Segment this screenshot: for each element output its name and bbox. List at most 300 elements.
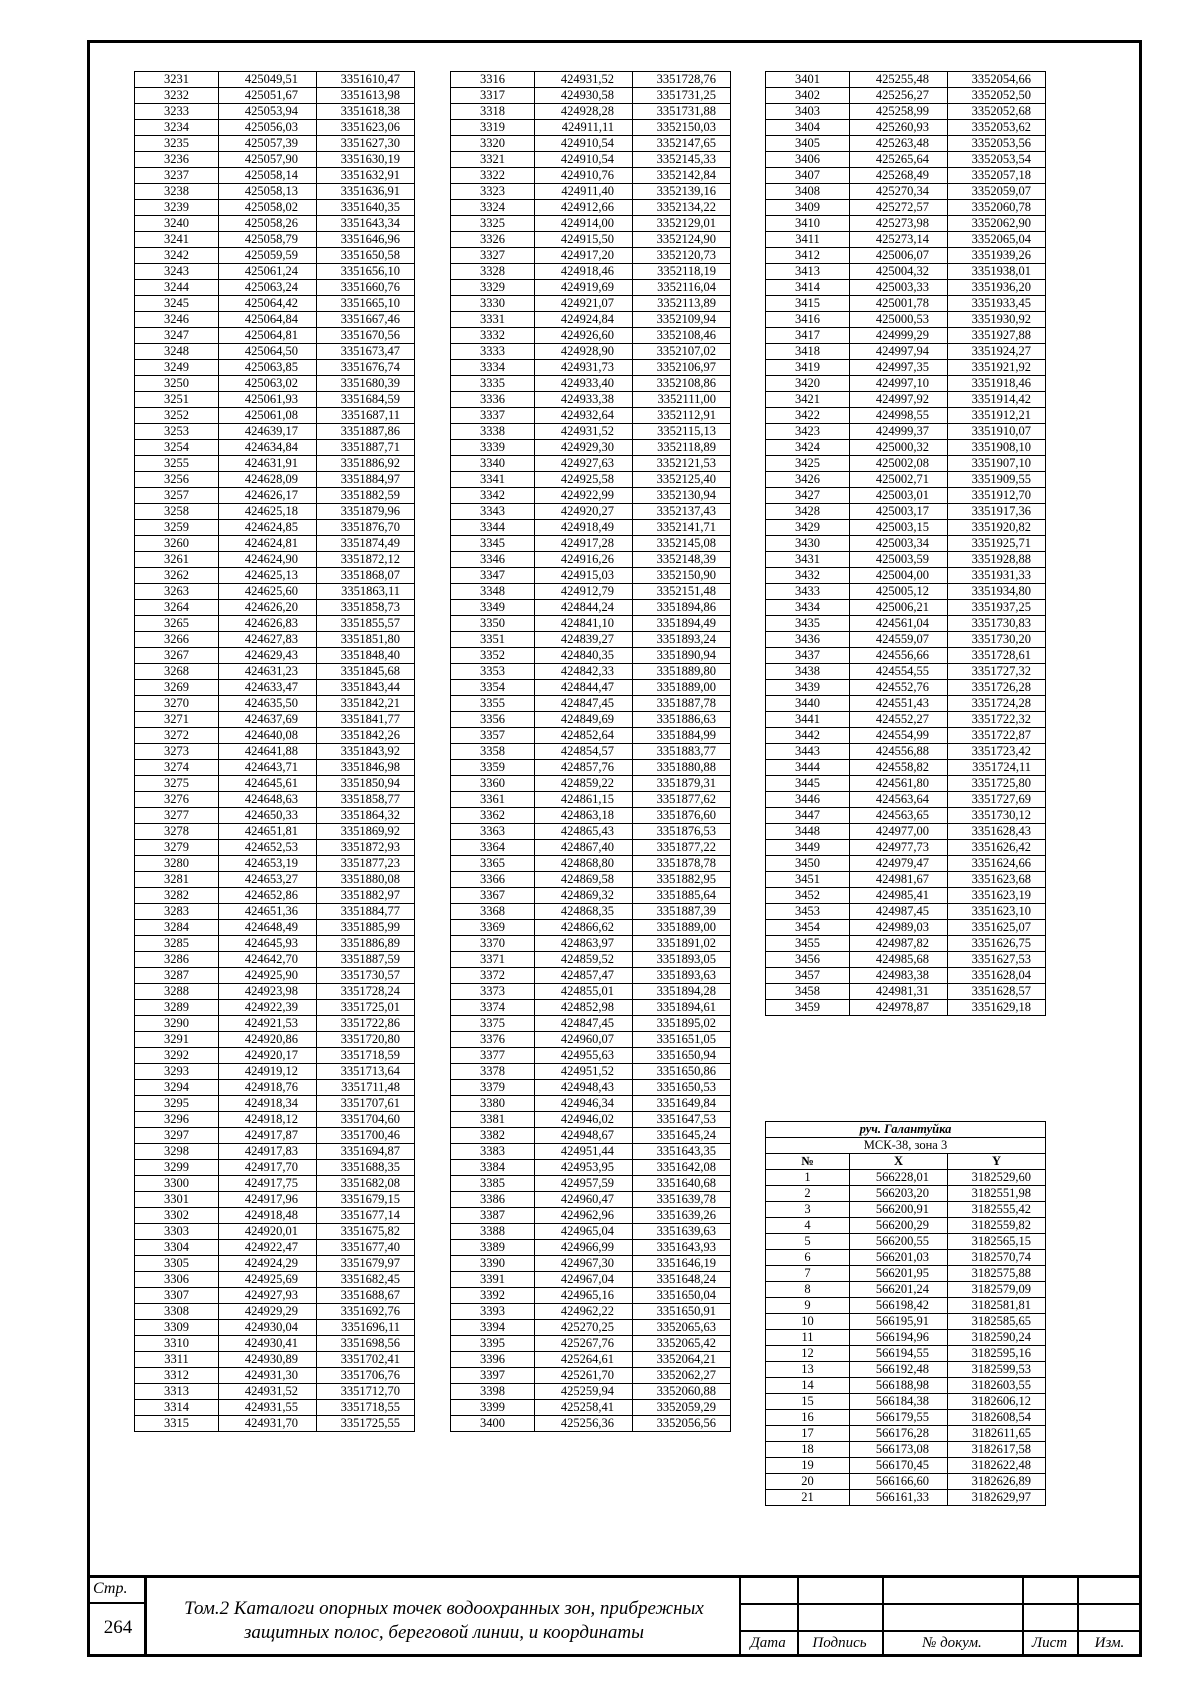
table-row [451, 360, 731, 376]
coord-x: 424925,58 [535, 472, 633, 488]
coord-x: 424997,35 [850, 360, 948, 376]
coord-y: 3351936,20 [948, 280, 1046, 296]
point-number: 6 [766, 1250, 850, 1266]
table-row [766, 1250, 1046, 1266]
table-row [135, 1000, 415, 1016]
coord-x: 424561,04 [850, 616, 948, 632]
coord-x: 424931,30 [219, 1368, 317, 1384]
coord-y: 3352142,84 [633, 168, 731, 184]
table-row [451, 520, 731, 536]
coord-y: 3351886,92 [317, 456, 415, 472]
point-number: 15 [766, 1394, 850, 1410]
table-row [766, 1282, 1046, 1298]
coord-x: 566192,48 [850, 1362, 948, 1378]
coord-y: 3351618,38 [317, 104, 415, 120]
table-row [451, 872, 731, 888]
table-row [451, 1416, 731, 1432]
coord-x: 424653,27 [219, 872, 317, 888]
point-number: 3249 [135, 360, 219, 376]
coord-y: 3182626,89 [948, 1474, 1046, 1490]
coord-y: 3351884,99 [633, 728, 731, 744]
point-number: 3429 [766, 520, 850, 536]
coord-x: 566173,08 [850, 1442, 948, 1458]
point-number: 3338 [451, 424, 535, 440]
coord-y: 3352054,66 [948, 72, 1046, 88]
coord-y: 3352118,19 [633, 264, 731, 280]
point-number: 3433 [766, 584, 850, 600]
coord-y: 3351912,21 [948, 408, 1046, 424]
coord-y: 3352148,39 [633, 552, 731, 568]
point-number: 3333 [451, 344, 535, 360]
coord-y: 3351890,94 [633, 648, 731, 664]
coord-y: 3352062,90 [948, 216, 1046, 232]
coord-x: 566195,91 [850, 1314, 948, 1330]
coord-x: 424917,20 [535, 248, 633, 264]
table-row [766, 1490, 1046, 1506]
point-number: 3234 [135, 120, 219, 136]
point-number: 3418 [766, 344, 850, 360]
coord-x: 424926,60 [535, 328, 633, 344]
coord-x: 424931,52 [535, 72, 633, 88]
coord-x: 425001,78 [850, 296, 948, 312]
point-number: 3247 [135, 328, 219, 344]
table-row [135, 968, 415, 984]
coord-y: 3351650,86 [633, 1064, 731, 1080]
coord-x: 424987,82 [850, 936, 948, 952]
coord-y: 3351613,98 [317, 88, 415, 104]
point-number: 3449 [766, 840, 850, 856]
coord-y: 3182595,16 [948, 1346, 1046, 1362]
point-number: 3320 [451, 136, 535, 152]
table-row [135, 296, 415, 312]
coord-x: 424924,84 [535, 312, 633, 328]
coord-y: 3352062,27 [633, 1368, 731, 1384]
coord-y: 3351646,96 [317, 232, 415, 248]
coord-y: 3352060,88 [633, 1384, 731, 1400]
coord-y: 3351679,15 [317, 1192, 415, 1208]
coord-y: 3351640,35 [317, 200, 415, 216]
coord-y: 3182585,65 [948, 1314, 1046, 1330]
coord-x: 424967,04 [535, 1272, 633, 1288]
table-row [766, 936, 1046, 952]
coord-y: 3351895,02 [633, 1016, 731, 1032]
coord-y: 3351724,11 [948, 760, 1046, 776]
coord-x: 566188,98 [850, 1378, 948, 1394]
point-number: 3347 [451, 568, 535, 584]
coord-x: 424869,32 [535, 888, 633, 904]
coord-y: 3351639,63 [633, 1224, 731, 1240]
table-row [451, 984, 731, 1000]
coord-x: 424951,44 [535, 1144, 633, 1160]
table-row [766, 776, 1046, 792]
table-row [135, 1128, 415, 1144]
point-number: 3337 [451, 408, 535, 424]
table-row [135, 616, 415, 632]
point-number: 3235 [135, 136, 219, 152]
table-row [135, 1416, 415, 1432]
coord-x: 424930,41 [219, 1336, 317, 1352]
point-number: 3374 [451, 1000, 535, 1016]
coord-y: 3351650,04 [633, 1288, 731, 1304]
coord-y: 3351627,30 [317, 136, 415, 152]
table-row [766, 328, 1046, 344]
coord-y: 3351713,64 [317, 1064, 415, 1080]
coord-y: 3351675,82 [317, 1224, 415, 1240]
coord-y: 3351885,64 [633, 888, 731, 904]
coord-y: 3352134,22 [633, 200, 731, 216]
table-row [135, 1352, 415, 1368]
coord-x: 425273,14 [850, 232, 948, 248]
coord-y: 3351889,80 [633, 664, 731, 680]
point-number: 3350 [451, 616, 535, 632]
coord-x: 424639,17 [219, 424, 317, 440]
coord-x: 424912,66 [535, 200, 633, 216]
table-row [766, 600, 1046, 616]
table-row [135, 1208, 415, 1224]
coord-x: 424554,55 [850, 664, 948, 680]
point-number: 3242 [135, 248, 219, 264]
header-y: Y [948, 1154, 1046, 1170]
coord-y: 3182579,09 [948, 1282, 1046, 1298]
point-number: 3426 [766, 472, 850, 488]
coord-x: 424841,10 [535, 616, 633, 632]
table-row [766, 296, 1046, 312]
coord-x: 424861,15 [535, 792, 633, 808]
table-row [135, 1224, 415, 1240]
point-number: 3432 [766, 568, 850, 584]
table-row [766, 1362, 1046, 1378]
point-number: 3269 [135, 680, 219, 696]
coord-y: 3352151,48 [633, 584, 731, 600]
table-row [766, 920, 1046, 936]
point-number: 3392 [451, 1288, 535, 1304]
table-row [766, 696, 1046, 712]
coord-y: 3351858,73 [317, 600, 415, 616]
point-number: 3419 [766, 360, 850, 376]
coord-x: 424946,02 [535, 1112, 633, 1128]
point-number: 3416 [766, 312, 850, 328]
point-number: 3313 [135, 1384, 219, 1400]
table-row [766, 376, 1046, 392]
coord-x: 424967,30 [535, 1256, 633, 1272]
coord-y: 3182617,58 [948, 1442, 1046, 1458]
point-number: 3 [766, 1202, 850, 1218]
coord-x: 424979,47 [850, 856, 948, 872]
table-row [135, 664, 415, 680]
table-row [451, 216, 731, 232]
table-row [451, 1080, 731, 1096]
coord-x: 424910,76 [535, 168, 633, 184]
coord-y: 3351931,33 [948, 568, 1046, 584]
coord-y: 3351882,59 [317, 488, 415, 504]
coord-x: 424551,43 [850, 696, 948, 712]
table-row [766, 808, 1046, 824]
coord-y: 3352125,40 [633, 472, 731, 488]
table-row [135, 1144, 415, 1160]
coord-x: 424840,35 [535, 648, 633, 664]
coord-y: 3182575,88 [948, 1266, 1046, 1282]
point-number: 3256 [135, 472, 219, 488]
header-number: № [766, 1154, 850, 1170]
point-number: 3389 [451, 1240, 535, 1256]
coord-x: 424915,50 [535, 232, 633, 248]
point-number: 3253 [135, 424, 219, 440]
point-number: 3272 [135, 728, 219, 744]
point-number: 3387 [451, 1208, 535, 1224]
coord-y: 3351728,76 [633, 72, 731, 88]
coord-y: 3351629,18 [948, 1000, 1046, 1016]
coord-x: 425256,36 [535, 1416, 633, 1432]
coord-x: 424563,64 [850, 792, 948, 808]
table-row [135, 488, 415, 504]
coord-x: 424917,87 [219, 1128, 317, 1144]
coord-x: 424960,07 [535, 1032, 633, 1048]
point-number: 3365 [451, 856, 535, 872]
table-row [451, 664, 731, 680]
coord-y: 3351912,70 [948, 488, 1046, 504]
point-number: 3301 [135, 1192, 219, 1208]
coord-y: 3351842,26 [317, 728, 415, 744]
table-row [766, 1458, 1046, 1474]
table-row [766, 952, 1046, 968]
coord-x: 424933,40 [535, 376, 633, 392]
coord-x: 424852,64 [535, 728, 633, 744]
coord-y: 3351893,63 [633, 968, 731, 984]
coord-x: 566201,95 [850, 1266, 948, 1282]
coord-y: 3351636,91 [317, 184, 415, 200]
point-number: 3286 [135, 952, 219, 968]
point-number: 3294 [135, 1080, 219, 1096]
point-number: 3241 [135, 232, 219, 248]
point-number: 3302 [135, 1208, 219, 1224]
coord-y: 3351887,86 [317, 424, 415, 440]
table-row [135, 472, 415, 488]
table-row [451, 1160, 731, 1176]
coord-y: 3351930,92 [948, 312, 1046, 328]
point-number: 3327 [451, 248, 535, 264]
table-row [135, 504, 415, 520]
table-row [766, 1394, 1046, 1410]
coord-x: 425002,08 [850, 456, 948, 472]
point-number: 3324 [451, 200, 535, 216]
coord-x: 424847,45 [535, 1016, 633, 1032]
coord-y: 3182581,81 [948, 1298, 1046, 1314]
coord-y: 3351650,94 [633, 1048, 731, 1064]
coord-x: 424948,67 [535, 1128, 633, 1144]
coord-y: 3351642,08 [633, 1160, 731, 1176]
point-number: 3364 [451, 840, 535, 856]
table-row [135, 136, 415, 152]
coord-y: 3351726,28 [948, 680, 1046, 696]
point-number: 3357 [451, 728, 535, 744]
point-number: 3255 [135, 456, 219, 472]
coord-y: 3182551,98 [948, 1186, 1046, 1202]
coord-y: 3351626,75 [948, 936, 1046, 952]
point-number: 3379 [451, 1080, 535, 1096]
point-number: 3240 [135, 216, 219, 232]
point-number: 3231 [135, 72, 219, 88]
table-row [766, 88, 1046, 104]
coord-x: 566166,60 [850, 1474, 948, 1490]
point-number: 3409 [766, 200, 850, 216]
point-number: 3411 [766, 232, 850, 248]
point-number: 3244 [135, 280, 219, 296]
coord-y: 3182603,55 [948, 1378, 1046, 1394]
coord-y: 3351688,35 [317, 1160, 415, 1176]
point-number: 3289 [135, 1000, 219, 1016]
coord-y: 3351869,92 [317, 824, 415, 840]
coord-y: 3352106,97 [633, 360, 731, 376]
coord-y: 3351843,44 [317, 680, 415, 696]
point-number: 3273 [135, 744, 219, 760]
table-row [451, 1096, 731, 1112]
coord-y: 3351700,46 [317, 1128, 415, 1144]
point-number: 3316 [451, 72, 535, 88]
table-row [451, 1368, 731, 1384]
coord-x: 425056,03 [219, 120, 317, 136]
coord-x: 424965,04 [535, 1224, 633, 1240]
coord-y: 3351725,55 [317, 1416, 415, 1432]
coord-y: 3351864,32 [317, 808, 415, 824]
coord-y: 3351851,80 [317, 632, 415, 648]
point-number: 3348 [451, 584, 535, 600]
table-row [451, 1016, 731, 1032]
coord-x: 425049,51 [219, 72, 317, 88]
point-number: 3376 [451, 1032, 535, 1048]
coord-x: 425000,53 [850, 312, 948, 328]
coord-y: 3351696,11 [317, 1320, 415, 1336]
coord-x: 424997,10 [850, 376, 948, 392]
coord-y: 3351680,39 [317, 376, 415, 392]
point-number: 3268 [135, 664, 219, 680]
coord-y: 3351645,24 [633, 1128, 731, 1144]
point-number: 3307 [135, 1288, 219, 1304]
table-row [135, 600, 415, 616]
coord-y: 3351650,58 [317, 248, 415, 264]
coord-x: 424641,88 [219, 744, 317, 760]
coord-x: 424559,07 [850, 632, 948, 648]
table-row [766, 216, 1046, 232]
point-number: 3299 [135, 1160, 219, 1176]
coord-x: 425003,59 [850, 552, 948, 568]
table-row [135, 216, 415, 232]
coord-y: 3351914,42 [948, 392, 1046, 408]
coord-x: 424910,54 [535, 152, 633, 168]
coord-y: 3351934,80 [948, 584, 1046, 600]
table-row [135, 168, 415, 184]
coord-y: 3351891,02 [633, 936, 731, 952]
coord-y: 3352064,21 [633, 1352, 731, 1368]
table-row [451, 904, 731, 920]
point-number: 11 [766, 1330, 850, 1346]
coord-x: 424997,92 [850, 392, 948, 408]
coord-x: 424929,29 [219, 1304, 317, 1320]
coord-x: 424637,69 [219, 712, 317, 728]
coord-x: 424999,37 [850, 424, 948, 440]
coord-y: 3351885,99 [317, 920, 415, 936]
table-row [766, 136, 1046, 152]
coord-x: 424625,13 [219, 568, 317, 584]
coord-x: 424849,69 [535, 712, 633, 728]
table-row [135, 360, 415, 376]
point-number: 3434 [766, 600, 850, 616]
table-row [766, 392, 1046, 408]
coord-y: 3351730,57 [317, 968, 415, 984]
table-row [766, 1410, 1046, 1426]
coord-y: 3351628,04 [948, 968, 1046, 984]
point-number: 3415 [766, 296, 850, 312]
coord-y: 3351625,07 [948, 920, 1046, 936]
coord-y: 3351937,25 [948, 600, 1046, 616]
point-number: 3340 [451, 456, 535, 472]
coord-y: 3351649,84 [633, 1096, 731, 1112]
coord-y: 3351639,78 [633, 1192, 731, 1208]
coord-y: 3351623,10 [948, 904, 1046, 920]
coord-x: 424866,62 [535, 920, 633, 936]
point-number: 3456 [766, 952, 850, 968]
coord-x: 424917,75 [219, 1176, 317, 1192]
point-number: 21 [766, 1490, 850, 1506]
point-number: 3368 [451, 904, 535, 920]
point-number: 3400 [451, 1416, 535, 1432]
coord-x: 424919,12 [219, 1064, 317, 1080]
point-number: 20 [766, 1474, 850, 1490]
coord-y: 3352137,43 [633, 504, 731, 520]
coord-y: 3351727,32 [948, 664, 1046, 680]
catalog-table-3 [765, 71, 1046, 1016]
coord-y: 3351848,40 [317, 648, 415, 664]
coord-x: 425051,67 [219, 88, 317, 104]
coord-x: 566203,20 [850, 1186, 948, 1202]
coord-y: 3352111,00 [633, 392, 731, 408]
catalog-table-2 [450, 71, 731, 1432]
coord-y: 3351939,26 [948, 248, 1046, 264]
table-row [766, 664, 1046, 680]
coord-x: 424920,17 [219, 1048, 317, 1064]
point-number: 3330 [451, 296, 535, 312]
table-row [766, 728, 1046, 744]
point-number: 3341 [451, 472, 535, 488]
coord-x: 424981,31 [850, 984, 948, 1000]
table-row [766, 248, 1046, 264]
coord-x: 424911,40 [535, 184, 633, 200]
coord-y: 3351723,42 [948, 744, 1046, 760]
coordinate-system: МСК-38, зона 3 [766, 1138, 1046, 1154]
table-row [766, 280, 1046, 296]
point-number: 3297 [135, 1128, 219, 1144]
table-row [135, 712, 415, 728]
point-number: 3329 [451, 280, 535, 296]
coord-y: 3351694,87 [317, 1144, 415, 1160]
coord-y: 3351623,68 [948, 872, 1046, 888]
table-row [135, 1272, 415, 1288]
page-label: Стр. [93, 1580, 128, 1597]
coord-x: 424634,84 [219, 440, 317, 456]
coord-x: 425058,02 [219, 200, 317, 216]
coord-x: 425058,79 [219, 232, 317, 248]
table-row [451, 296, 731, 312]
coord-y: 3351718,59 [317, 1048, 415, 1064]
point-number: 3358 [451, 744, 535, 760]
coord-x: 425005,12 [850, 584, 948, 600]
coord-x: 424977,73 [850, 840, 948, 856]
coord-y: 3351646,19 [633, 1256, 731, 1272]
table-row [766, 1202, 1046, 1218]
coord-x: 425064,42 [219, 296, 317, 312]
coord-y: 3351842,21 [317, 696, 415, 712]
coord-x: 424624,90 [219, 552, 317, 568]
point-number: 3372 [451, 968, 535, 984]
